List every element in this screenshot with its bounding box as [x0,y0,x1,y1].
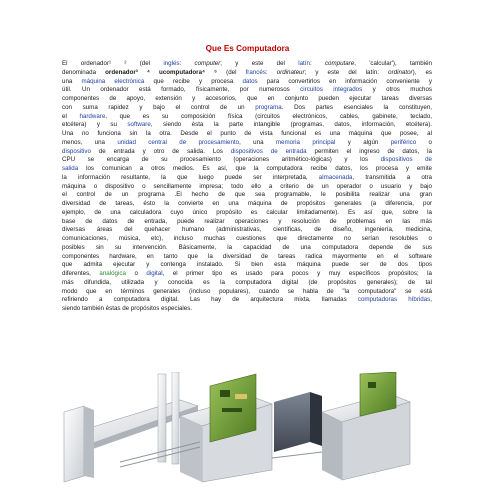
text-line [62,69,432,78]
text-run: que admita ejecutar y contenga instalado. Si bien esta máquina puede ser de dos tipos [62,261,432,269]
text-run: el [62,112,80,120]
inline-link[interactable]: software [127,121,151,129]
text-run: componentes de apoyo, extensión y accesorios, que en conjunto pueden ejecutar tareas diversas [62,95,432,102]
text-run: máquina o dispositivo o sencillamente impresa; todo ello a criterio de un operador o usuario y bajo [62,182,432,190]
text-run: diferentes, [62,270,100,277]
text-run: componentes hardware, en tanto que la diversidad de tareas radica mayormente en el software [62,252,432,260]
text-run: , que es su composición física (circuitos electrónicos, cables, gabinete, teclado, [105,112,432,120]
text-run: . Dos partes esenciales la constituyen, [281,103,432,111]
inline-link[interactable]: máquina electrónica [81,77,145,85]
text-line [62,218,432,227]
text-line [62,95,432,104]
text-line [62,305,432,314]
text-run: , el primer tipo es usado para pocos y muy específicos propósitos; la [162,270,432,277]
text-run: : [179,60,195,67]
text-run: y algún [335,138,391,146]
inline-link[interactable]: digital [146,270,163,277]
inline-link[interactable]: salida [62,165,79,172]
text-line [62,296,432,305]
text-line [62,156,432,165]
text-run: más difundida, utilizada y conocida es la computadora digital (de propósitos generales); de tal [62,278,432,286]
text-run: ), es [412,68,432,76]
text-run: , siendo ésta la parte intangible (programas, datos, información, etcétera). [150,121,432,129]
text-run: posibles sin su intervención. Básicamente, la capacidad de una computadora depende de sus [62,243,432,251]
text-line [62,139,432,148]
text-line [62,78,432,87]
text-line [62,183,432,192]
text-line [62,191,432,200]
text-run: útil. Un ordenador está formado, físicamente, por numerosos [62,86,301,94]
text-line [62,244,432,253]
text-run: o [416,138,432,146]
text-run: ordenador³ ⁴ ucomputadora⁴ ⁵ [105,68,218,76]
text-line [62,270,432,279]
inline-link[interactable]: almacenada [318,173,353,181]
text-run: , una [239,138,276,146]
text-run: ordinateur [276,68,305,76]
text-line [62,200,432,209]
text-run: computer [194,60,221,67]
inline-link[interactable]: computadoras híbridas [357,296,431,304]
text-run: , 'calcular'), también [354,60,432,67]
text-line [62,261,432,270]
text-line [62,148,432,157]
text-line [62,104,432,113]
text-run: y otros muchos [362,86,432,94]
text-run: ; y este del latín: [304,68,389,76]
inline-link[interactable]: periférico [390,138,417,146]
inline-link[interactable]: hardware [79,112,106,120]
text-run: el control de un programa .El hecho de que sea programable, le posibilita realizar una gran [62,191,432,199]
text-run: diversidad de tareas, ésto la convierte en una máquina de propósitos generales (a diferencia, por [62,200,432,207]
inline-link[interactable]: inglés [163,60,180,67]
text-run: El ordenador¹ ² (del [62,60,164,67]
text-run: con suma rapidez y bajo el control de un [62,103,256,111]
text-run: Una no funciona sin la otra. Desde el punto de vista funcional es una máquina que posee, al [62,130,432,137]
text-run: para convertirlos en información conveniente y [257,77,432,85]
text-line [62,174,432,183]
text-line [62,235,432,244]
text-run: una [62,77,82,85]
text-run: refiriendo a computadora digital. Las hay de arquitectura mixta, llamadas [62,296,358,304]
text-run: los comunican a otros medios. Es así, que la computadora recibe datos, los procesa y emite [78,165,432,172]
inline-link[interactable]: dispositivos de entrada [230,147,307,155]
text-run: de entrada y otro de salida. Los [90,147,231,155]
text-line [62,209,432,218]
text-run: computare [324,60,355,67]
text-run: , transmitida a otra [352,173,432,181]
text-run: que recibe y procesa [144,77,243,85]
text-run: (del [217,68,246,76]
text-run: etcétera) y su [62,121,128,129]
inline-link[interactable]: programa [255,103,282,111]
text-run: modo que en términos generales (incluso populares), cuando se habla de "la computadora" se está [62,287,432,295]
text-run: siendo también éstas de propósitos especiales. [62,305,193,312]
text-run: permiten el ingreso de datos, la [306,147,432,155]
text-run: menos, una [62,138,118,146]
inline-link[interactable]: francés [245,68,266,76]
text-line [62,165,432,174]
inline-link[interactable]: dispositivo [62,147,91,155]
text-run: , [430,296,432,304]
text-run: ; y este del [220,60,299,67]
text-line [62,279,432,288]
inline-link[interactable]: analógica [99,270,126,277]
text-line [62,130,432,139]
text-line [62,113,432,122]
computer-illustration [60,372,430,484]
inline-link[interactable]: dispositivos de [380,156,432,164]
inline-link[interactable]: circuitos integrados [300,86,363,94]
text-run: ejemplo, de una calculadora cuyo único propósito es calcular limitadamente). Es así que, sobre la [62,208,432,216]
text-line [62,288,432,297]
text-line [62,226,432,235]
text-run: comunicaciones, música, etc), incluso muchas cuestiones que directamente no serían resolubles o [62,235,432,242]
inline-link[interactable]: latín [298,60,310,67]
text-run: la información resultante, la que luego puede ser interpretada, [62,173,319,181]
text-run: : [309,60,325,67]
inline-link[interactable]: datos [242,77,258,85]
text-run: : [265,68,277,76]
text-line [62,60,432,69]
text-run: ordinator [388,68,413,76]
page-title: Que Es Computadora [205,44,290,53]
text-run: diversas áreas del quehacer humano (administrativas, científicas, de diseño, ingeniería, medicina, [62,226,432,234]
body-text [62,60,432,314]
text-run: base de datos de entrada, puede realizar operaciones y resolución de problemas en las más [62,217,432,225]
computer-hardware-icon [60,372,430,484]
text-run: CPU se encarga de su procesamiento (operaciones aritmético-lógicas) y los [62,156,381,164]
text-line [62,86,432,95]
text-run: denominada [62,68,106,76]
inline-link[interactable]: unidad central de procesamiento [117,138,240,146]
text-line [62,121,432,130]
text-line [62,253,432,262]
inline-link[interactable]: memoria principal [275,138,336,146]
text-run: o [125,270,147,277]
